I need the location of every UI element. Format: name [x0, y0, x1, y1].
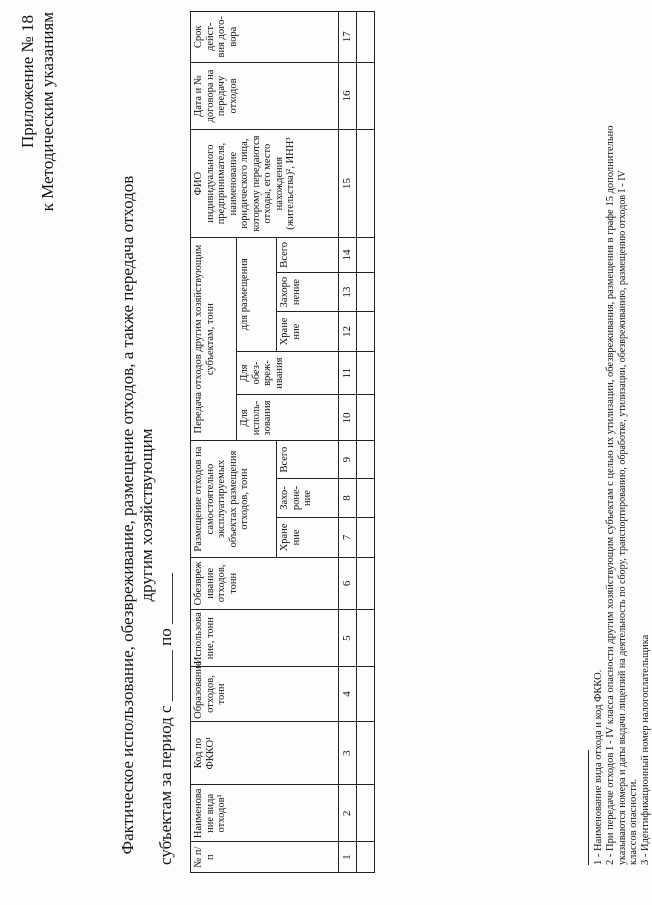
header-neutralization: Обезвреж ивание отходов, тонн: [191, 557, 339, 610]
header-contract: Дата и № договора на передачу отходов: [191, 62, 339, 130]
column-number: 5: [339, 610, 357, 667]
header-transfer-use: Для исполь- зования: [237, 395, 339, 441]
title-line-2: субъектам за период с ______ по ______: [156, 573, 175, 865]
header-transfer-total: Всего: [277, 237, 339, 272]
header-term: Срок дейст- вия дого- вора: [191, 12, 339, 63]
title-line-1: Фактическое использование, обезвреживание, размещение отходов, а также передача отходов другим хозяйствующим: [118, 175, 156, 855]
header-waste-name: Наименова ние вида отходов¹: [191, 785, 339, 842]
footnote-1: 1 - Наименование вида отхода и код ФККО.: [593, 669, 604, 865]
header-placement-total: Всего: [277, 441, 339, 478]
header-placement-storage: Хране ние: [277, 518, 339, 557]
header-row-1: [191, 12, 237, 873]
column-number: 10: [339, 395, 357, 441]
footnote-separator: [588, 750, 589, 865]
column-number: 11: [339, 351, 357, 395]
header-placement-burial: Захо- роне- ние: [277, 478, 339, 517]
column-number: 1: [339, 842, 357, 873]
header-placement-group: Размещение отходов на самостоятельно эксплуатируемых объектах размещения отходов, тонн: [191, 441, 277, 557]
header-transfer-neutral: Для обез- вреж- ивания: [237, 351, 339, 395]
column-number: 8: [339, 478, 357, 517]
waste-report-table: [190, 11, 375, 873]
column-number: 9: [339, 441, 357, 478]
header-transfer-group: Передача отходов другим хозяйствующим субъектам, тонн: [191, 237, 237, 441]
column-number: 15: [339, 130, 357, 237]
document-title: [118, 165, 175, 865]
header-transfer-storage: Хране ние: [277, 312, 339, 351]
appendix-reference: к Методическим указаниям: [38, 12, 57, 212]
header-use: Использова ние, тонн: [191, 610, 339, 667]
column-number: 17: [339, 12, 357, 63]
empty-data-row: [357, 12, 375, 873]
column-number-row: [339, 12, 357, 873]
header-fkko-code: Код по ФККО¹: [191, 721, 339, 785]
column-number: 3: [339, 721, 357, 785]
footnote-2-line-a: 2 - При передаче отходов I - IV класса опасности другим хозяйствующим субъектам с целью их утилизации, обезвреживания, размещения в графе 15 дополнительно: [605, 125, 616, 865]
header-recipient: ФИО индивидуального предпринимателя, наименование юридического лица, которому передаются отходы, его место нахождения (жительства)², ИНН³: [191, 130, 339, 237]
column-number: 13: [339, 272, 357, 311]
header-no: № п/п: [191, 842, 339, 873]
column-number: 16: [339, 62, 357, 130]
footnote-3: 3 - Идентификационный номер налогоплательщика: [640, 634, 651, 865]
header-transfer-placement: для размещения: [237, 237, 277, 351]
column-number: 2: [339, 785, 357, 842]
header-formation: Образование отходов, тонн: [191, 667, 339, 722]
column-number: 6: [339, 557, 357, 610]
column-number: 7: [339, 518, 357, 557]
footnote-2-line-b: указываются номера и даты выдачи лицензий на деятельность по сбору, транспортированию, обработке, утилизации, обезвреживанию, размещению отходов I - IV: [617, 170, 628, 865]
column-number: 4: [339, 667, 357, 722]
footnote-2-line-c: классов опасности.: [628, 779, 639, 865]
column-number: 14: [339, 237, 357, 272]
appendix-number: Приложение № 18: [18, 15, 37, 148]
header-transfer-burial: Захоро нение: [277, 272, 339, 311]
column-number: 12: [339, 312, 357, 351]
